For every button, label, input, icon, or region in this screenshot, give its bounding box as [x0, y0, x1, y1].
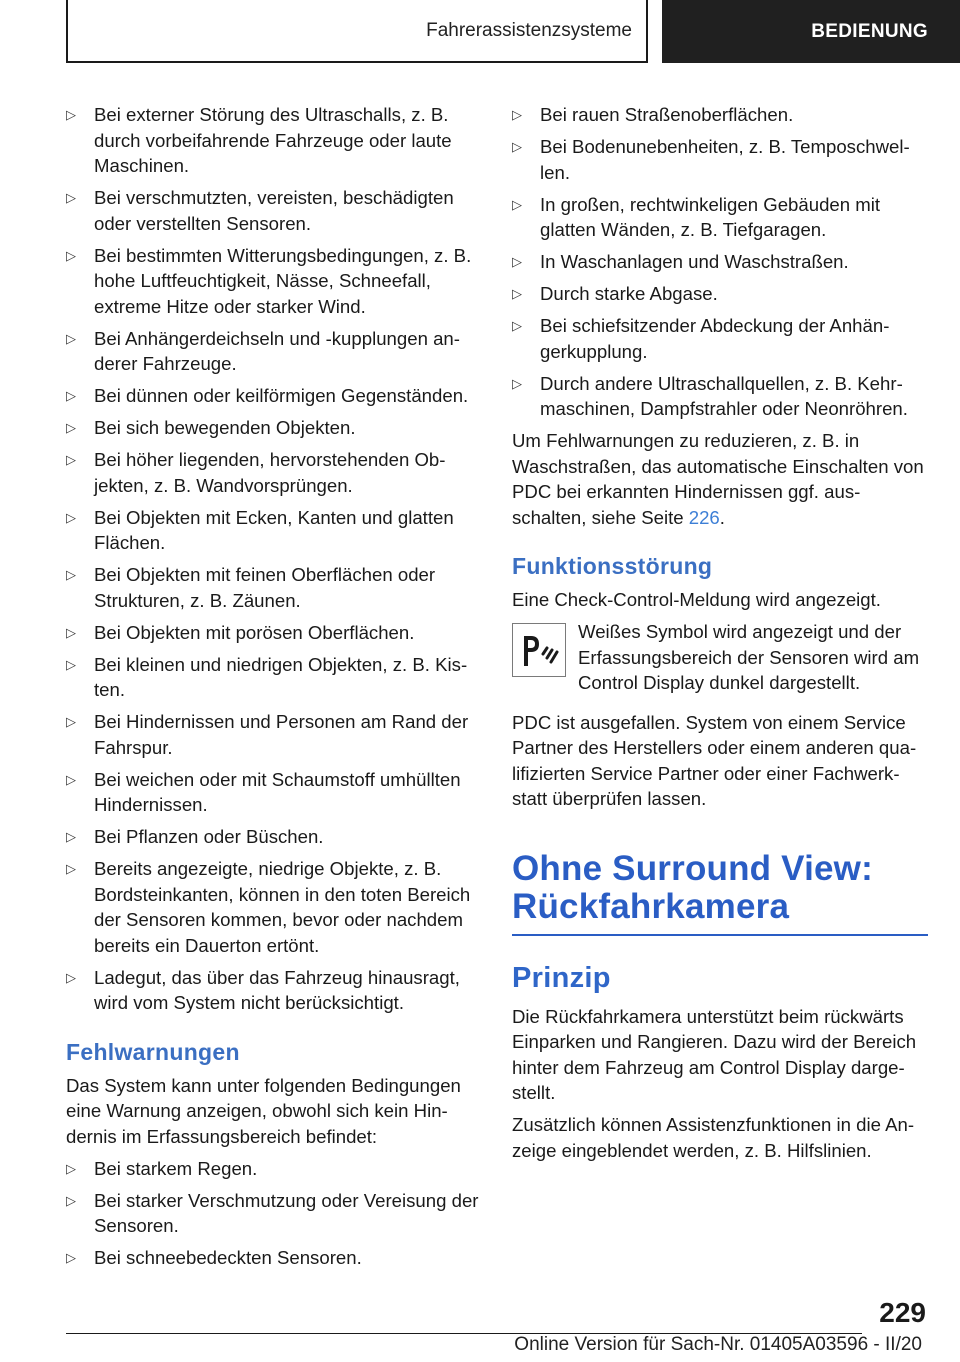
false-warnings-intro: Das System kann unter folgenden Bedingungen eine Warnung anzeigen, obwohl sich kein Hindernis im Erfassungsbereich befindet: — [66, 1074, 461, 1147]
list-item-text: In großen, rechtwinkeligen Gebäuden mit glatten Wänden, z. B. Tiefgaragen. — [540, 193, 881, 240]
list-item-text: Bei schneebedeckten Sensoren. — [94, 1247, 362, 1268]
malfunction-heading: Funktionsstörung — [512, 553, 713, 579]
footer-online-version: Online Version für Sach-Nr. 01405A03596 - II/20 — [514, 1334, 922, 1355]
list-item-text: Bei kleinen und niedrigen Objekten, z. B. Kisten. — [94, 653, 468, 700]
list-item-text: Bei höher liegenden, hervorstehenden Objekten, z. B. Wandvorsprüngen. — [94, 449, 446, 496]
list-item-text: Bei sich bewegenden Objekten. — [94, 417, 356, 438]
list-item — [66, 620, 480, 646]
page-header — [0, 0, 960, 66]
list-item-text: Bei starkem Regen. — [94, 1157, 258, 1179]
list-item-text: Bei Objekten mit porösen Oberflächen. — [94, 621, 415, 643]
list-item — [66, 1188, 480, 1239]
symbol-description: Weißes Symbol wird angezeigt und der Erfassungsbereich der Sensoren wird am Control Display dunkel dargestellt. — [578, 621, 920, 693]
bullet-triangle-icon: ▷ — [512, 196, 522, 212]
list-item — [512, 249, 928, 275]
list-item-text: Bei weichen oder mit Schaumstoff umhüllten Hindernissen. — [94, 768, 461, 815]
list-item-text: Bei starker Verschmutzung oder Vereisung der Sensoren. — [94, 1189, 479, 1236]
pdc-sensor-icon — [512, 623, 566, 677]
principle-paragraph-1: Die Rückfahrkamera unterstützt beim rückwärts Einparken und Rangieren. Dazu wird der Bereich hinter dem Fahrzeug am Control Display dargestellt. — [512, 1005, 917, 1103]
list-item-text: Bei verschmutzten, vereisten, beschädigten oder verstellten Sensoren. — [94, 187, 454, 234]
list-item — [66, 383, 480, 409]
list-item-text: Durch starke Abgase. — [540, 283, 718, 304]
reduce-warnings-text: Um Fehlwarnungen zu reduzieren, z. B. in Waschstraßen, das automatische Einschalten von PDC bei erkannten Hindernissen ggf. ausschalten, siehe Seite — [512, 430, 924, 528]
bullet-triangle-icon: ▷ — [66, 330, 76, 346]
list-item — [66, 767, 480, 818]
bullet-triangle-icon: ▷ — [66, 624, 76, 640]
principle-heading: Prinzip — [512, 961, 611, 994]
bullet-triangle-icon: ▷ — [66, 714, 76, 729]
list-item-text: Bei Anhängerdeichseln und -kupplungen anderer Fahrzeuge. — [94, 327, 460, 374]
list-item — [66, 965, 480, 1016]
left-column — [66, 102, 480, 1277]
list-item — [512, 192, 928, 243]
bullet-triangle-icon: ▷ — [66, 107, 76, 122]
list-item-text: Bei Objekten mit feinen Oberflächen oder Strukturen, z. B. Zäunen. — [94, 564, 436, 611]
list-item — [512, 134, 928, 185]
principle-paragraph-2: Zusätzlich können Assistenzfunktionen in die Anzeige eingeblendet werden, z. B. Hilfslinien. — [512, 1114, 915, 1161]
list-item — [66, 102, 480, 179]
bullet-triangle-icon: ▷ — [66, 829, 76, 844]
bullet-triangle-icon: ▷ — [66, 509, 76, 525]
malfunction-body: PDC ist ausgefallen. System von einem Service Partner des Herstellers oder einem anderen qualifizierten Service Partner oder einer Fachwerkstatt überprüfen lassen. — [512, 711, 917, 809]
false-warnings-list — [66, 1156, 480, 1271]
list-item — [66, 709, 480, 760]
bullet-triangle-icon: ▷ — [66, 420, 76, 435]
bullet-triangle-icon: ▷ — [66, 1192, 76, 1208]
bullet-triangle-icon: ▷ — [66, 452, 76, 467]
reduce-warnings-end: . — [719, 506, 725, 528]
list-item — [66, 243, 480, 320]
symbol-block — [512, 619, 928, 696]
list-item — [66, 652, 480, 703]
bullet-triangle-icon: ▷ — [66, 1160, 76, 1176]
reduce-warnings-paragraph — [512, 428, 928, 530]
list-item-text: Bei Hindernissen und Personen am Rand der Fahrspur. — [94, 711, 469, 758]
bullet-triangle-icon: ▷ — [66, 861, 76, 876]
false-warnings-heading: Fehlwarnungen — [66, 1038, 240, 1065]
list-item — [66, 415, 480, 441]
header-chapter-tab[interactable]: BEDIENUNG — [662, 0, 960, 63]
bullet-triangle-icon: ▷ — [66, 247, 76, 263]
bullet-triangle-icon: ▷ — [66, 969, 76, 985]
bullet-triangle-icon: ▷ — [66, 388, 76, 403]
list-item — [512, 281, 928, 307]
list-item-text: Bei bestimmten Witterungsbedingungen, z. B. hohe Luftfeuchtigkeit, Nässe, Schneefall, extreme Hitze oder starker Wind. — [94, 244, 472, 317]
bullet-triangle-icon: ▷ — [66, 567, 76, 582]
header-section-title: Fahrerassistenzsysteme — [66, 0, 648, 63]
list-item — [66, 824, 480, 850]
page-number: 229 — [879, 1297, 926, 1328]
list-item — [66, 326, 480, 377]
list-item-text: Bei dünnen oder keilförmigen Gegenständen. — [94, 385, 469, 406]
bullet-triangle-icon: ▷ — [66, 656, 76, 672]
list-item — [66, 856, 480, 958]
list-item-text: Durch andere Ultraschallquellen, z. B. Kehrmaschinen, Dampfstrahler oder Neonröhren. — [540, 372, 908, 419]
list-item-text: Bereits angezeigte, niedrige Objekte, z. B. Bordsteinkanten, können in den toten Bereich der Sensoren kommen, bevor oder nachdem bereits ein Dauerton ertönt. — [94, 858, 471, 956]
list-item-text: Bei Objekten mit Ecken, Kanten und glatten Flächen. — [94, 506, 454, 553]
bullet-triangle-icon: ▷ — [66, 1250, 76, 1265]
bullet-triangle-icon: ▷ — [66, 190, 76, 205]
list-item — [66, 505, 480, 556]
list-item — [66, 447, 480, 498]
bullet-triangle-icon: ▷ — [66, 771, 76, 787]
false-warnings-list-continued — [512, 102, 928, 422]
bullet-triangle-icon: ▷ — [512, 254, 522, 269]
list-item-text: Bei Pflanzen oder Büschen. — [94, 826, 324, 847]
page-reference-link[interactable]: 226 — [688, 506, 720, 528]
bullet-triangle-icon: ▷ — [512, 318, 522, 333]
list-item-text: Bei rauen Straßenoberflächen. — [540, 104, 794, 125]
chapter-title — [512, 850, 928, 936]
bullet-triangle-icon: ▷ — [512, 107, 522, 122]
list-item — [512, 371, 928, 422]
bullet-triangle-icon: ▷ — [512, 375, 522, 391]
list-item — [66, 185, 480, 236]
list-item-text: Bei externer Störung des Ultraschalls, z. B. durch vorbeifahrende Fahrzeuge oder laute Maschinen. — [94, 104, 452, 176]
list-item — [512, 102, 928, 128]
right-column — [512, 102, 928, 1170]
list-item-text: Bei Bodenunebenheiten, z. B. Temposchwellen. — [540, 136, 910, 183]
list-item-text: Ladegut, das über das Fahrzeug hinausragt, wird vom System nicht berücksichtigt. — [94, 966, 460, 1013]
list-item-text: In Waschanlagen und Waschstraßen. — [540, 251, 849, 272]
list-item — [66, 1156, 480, 1182]
malfunction-intro: Eine Check-Control-Meldung wird angezeigt. — [512, 589, 881, 610]
bullet-triangle-icon: ▷ — [512, 139, 522, 154]
list-item — [66, 1245, 480, 1271]
list-item — [512, 313, 928, 364]
list-item-text: Bei schiefsitzender Abdeckung der Anhängerkupplung. — [540, 315, 890, 362]
chapter-title-line1: Ohne Surround View: — [512, 848, 873, 888]
chapter-title-line2: Rückfahrkamera — [512, 886, 790, 926]
bullet-triangle-icon: ▷ — [512, 286, 522, 301]
limitations-list — [66, 102, 480, 1016]
list-item — [66, 562, 480, 613]
